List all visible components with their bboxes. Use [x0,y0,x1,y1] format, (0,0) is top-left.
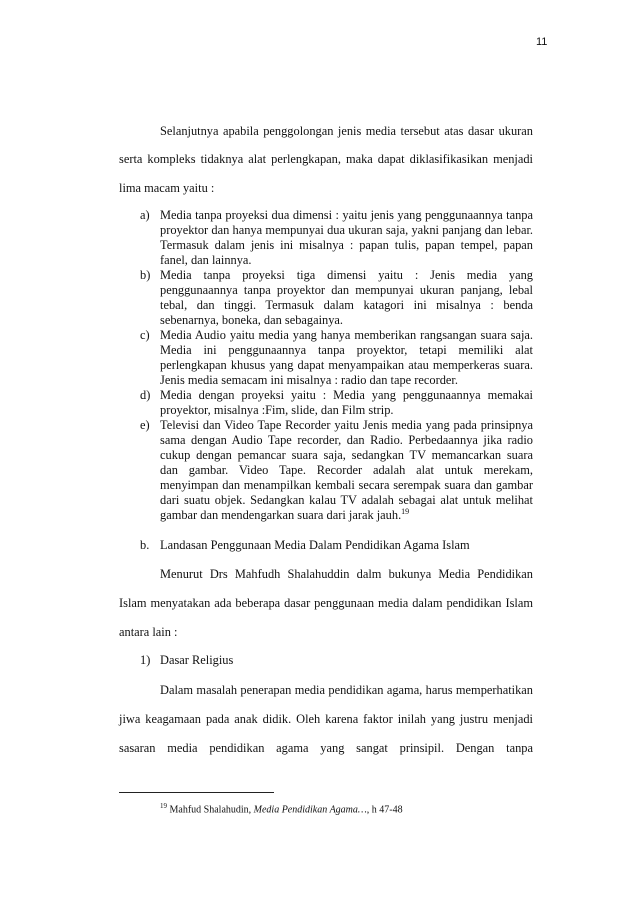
intro-line-1: Selanjutnya apabila penggolongan jenis media tersebut atas dasar ukuran [160,124,533,138]
section-b-marker: b. [140,538,150,552]
list-d-line-2: proyektor, misalnya :Fim, slide, dan Film strip. [160,403,394,417]
list-c-line-4: Jenis media semacam ini misalnya : radio dan tape recorder. [160,373,458,387]
list-b-line-1: Media tanpa proyeksi tiga dimensi yaitu : Jenis media yang [160,268,533,282]
page-number: 11 [536,36,548,48]
para2-line-1: Menurut Drs Mahfudh Shalahuddin dalm bukunya Media Pendidikan [160,567,533,581]
footnote-author: Mahfud Shalahudin, [169,804,252,816]
list-e-line-5: menyimpan dan menampilkan kembali secara serempak suara dan gambar [160,478,533,492]
footnote-number: 19 [160,802,167,810]
para2-line-3: antara lain : [119,625,178,639]
list-e-line-6: dari suatu objek. Sedangkan kalau TV adalah sebagai alat untuk melihat [160,493,533,507]
list-e-line-3: cukup dengan pemancar suara saja, sedangkan TV memancarkan suara [160,448,533,462]
list-c-line-1: Media Audio yaitu media yang hanya memberikan rangsangan suara saja. [160,328,533,342]
list-marker-d: d) [140,388,151,402]
list-c-line-2: Media ini penggunaannya tanpa proyektor, tetapi memiliki alat [160,343,533,357]
para3-line-3: sasaran media pendidikan agama yang sangat prinsipil. Dengan tanpa [119,741,533,755]
list-b-line-3: tebal, dan tinggi. Termasuk dalam katagori ini misalnya : benda [160,298,533,312]
list-a-line-2: proyektor dan hanya mempunyai dua ukuran saja, yakni panjang dan lebar. [160,223,533,237]
list-b-line-4: sebenarnya, boneka, dan sebagainya. [160,313,344,327]
list-marker-e: e) [140,418,150,432]
para3-line-2: jiwa keagamaan pada anak didik. Oleh karena faktor inilah yang justru menjadi [119,712,533,726]
intro-line-3: lima macam yaitu : [119,181,215,195]
list-e-line-2: sama dengan Audio Tape recorder, dan Radio. Perbedaannya jika radio [160,433,533,447]
footnote-title: Media Pendidikan Agama… [253,804,367,816]
list-marker-b: b) [140,268,151,282]
section-b-title: Landasan Penggunaan Media Dalam Pendidikan Agama Islam [160,538,470,552]
list-e-line-4: dan gambar. Video Tape. Recorder adalah alat untuk merekam, [160,463,533,477]
list-c-line-3: perlengkapan khusus yang dapat menyampaikan atau memperkeras suara. [160,358,533,372]
list-marker-c: c) [140,328,150,342]
footnote-ref: 19 [401,506,410,516]
footnote [160,802,403,815]
list-e-line-7 [160,508,409,522]
para2-line-2: Islam menyatakan ada beberapa dasar penggunaan media dalam pendidikan Islam [119,596,533,610]
list-e-line-1: Televisi dan Video Tape Recorder yaitu Jenis media yang pada prinsipnya [160,418,533,432]
list-b-line-2: penggunaannya tanpa proyektor dan mempunyai ukuran panjang, lebal [160,283,533,297]
footnote-pages: , h 47-48 [366,804,403,816]
list-marker-a: a) [140,208,150,222]
intro-line-2: serta kompleks tidaknya alat perlengkapan, maka dapat diklasifikasikan menjadi [119,152,533,166]
subsection-1-title: Dasar Religius [160,653,234,667]
para3-line-1: Dalam masalah penerapan media pendidikan agama, harus memperhatikan [160,683,533,697]
list-a-line-3: Termasuk dalam jenis ini misalnya : papan tulis, papan tempel, papan [160,238,533,252]
subsection-1-marker: 1) [140,653,151,667]
list-d-line-1: Media dengan proyeksi yaitu : Media yang penggunaannya memakai [160,388,533,402]
footnote-separator [119,792,274,793]
list-e-line-7-text: gambar dan mendengarkan suara dari jarak jauh. [160,508,402,522]
list-a-line-4: fanel, dan lainnya. [160,253,252,267]
list-a-line-1: Media tanpa proyeksi dua dimensi : yaitu jenis yang penggunaannya tanpa [160,208,533,222]
